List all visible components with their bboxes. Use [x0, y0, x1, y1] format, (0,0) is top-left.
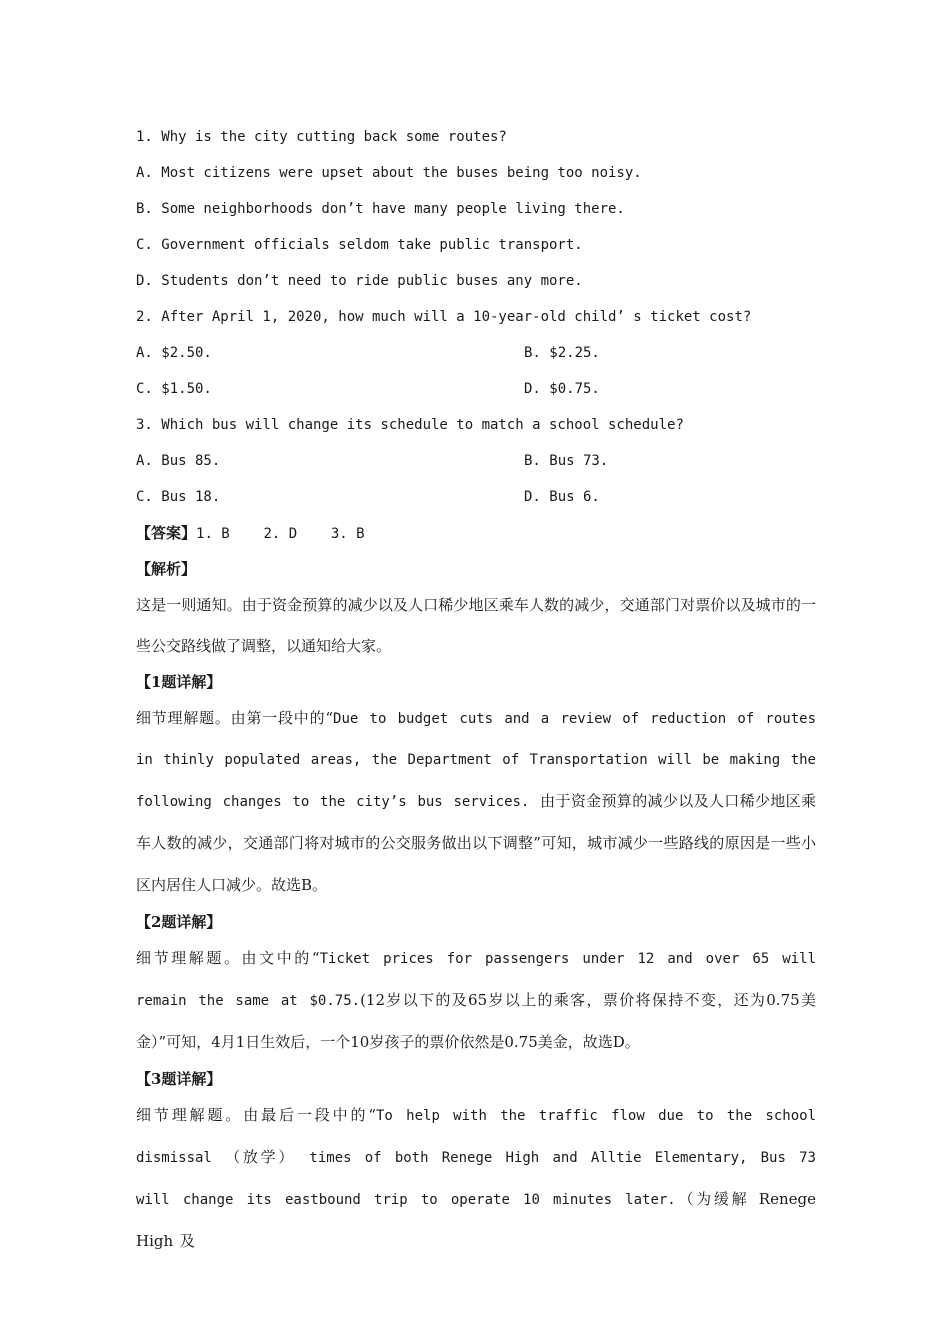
question-2-options-row-2 — [136, 378, 816, 414]
question-3-option-b: B. Bus 73. — [524, 453, 609, 469]
analysis-intro: 这是一则通知。由于资金预算的减少以及人口稀少地区乘车人数的减少，交通部门对票价以及城市的一些公交路线做了调整，以通知给大家。 — [136, 596, 816, 655]
answer-label: 【答案】 — [136, 524, 197, 542]
question-2-option-c: C. $1.50. — [136, 381, 212, 397]
question-3-option-c: C. Bus 18. — [136, 489, 221, 505]
question-2-option-d: D. $0.75. — [524, 381, 600, 397]
question-3-option-a: A. Bus 85. — [136, 453, 221, 469]
detail-2-explanation: (12岁以下的及65岁以上的乘客，票价将保持不变，还为0.75美金）”可知，4月1日生效后，一个10岁孩子的票价依然是0.75美金，故选D。 — [136, 991, 816, 1051]
detail-1-title: 【1题详解】 — [136, 673, 222, 691]
detail-2-prefix: 细节理解题。由文中的“ — [136, 949, 320, 967]
detail-1-prefix: 细节理解题。由第一段中的“ — [136, 709, 334, 727]
question-1-stem: 1. Why is the city cutting back some routes? — [136, 129, 507, 145]
detail-3-paragraph — [136, 1095, 816, 1263]
question-1-option-b: B. Some neighborhoods don’t have many people living there. — [136, 201, 625, 217]
document-page — [136, 126, 816, 1267]
detail-3-title: 【3题详解】 — [136, 1070, 222, 1088]
question-2-option-a: A. $2.50. — [136, 345, 212, 361]
detail-2-paragraph — [136, 938, 816, 1064]
detail-1-english-quote: Due to budget cuts and a review of reduction of routes in thinly populated areas, the Department of Transportation will be making the following changes to the city’s bus services. — [136, 711, 817, 810]
answer-line — [136, 522, 816, 558]
detail-1-paragraph — [136, 698, 816, 907]
question-3-options-row-2 — [136, 486, 816, 522]
detail-3-gloss: （放学） — [225, 1148, 297, 1166]
question-2-options-row-1 — [136, 342, 816, 378]
analysis-label: 【解析】 — [136, 560, 197, 578]
question-3-stem: 3. Which bus will change its schedule to match a school schedule? — [136, 417, 684, 433]
detail-3-english-quote-2: times of both Renege High and Alltie Elementary, Bus 73 will change its eastbound trip to operate 10 minutes later. — [136, 1150, 816, 1208]
answer-text: 1. B 2. D 3. B — [196, 526, 365, 542]
detail-2-english-quote: Ticket prices for passengers under 12 and over 65 will remain the same at $0.75. — [136, 951, 817, 1009]
question-1-option-d: D. Students don’t need to ride public buses any more. — [136, 273, 583, 289]
detail-3-prefix: 细节理解题。由最后一段中的“ — [136, 1106, 376, 1124]
detail-3-english-quote: To help with the traffic flow due to the school dismissal — [136, 1108, 816, 1166]
question-1-option-a: A. Most citizens were upset about the buses being too noisy. — [136, 165, 642, 181]
question-3-option-d: D. Bus 6. — [524, 489, 600, 505]
question-2-option-b: B. $2.25. — [524, 345, 600, 361]
detail-2-title: 【2题详解】 — [136, 913, 222, 931]
question-3-options-row-1 — [136, 450, 816, 486]
detail-3-explanation: （为缓解 Renege High 及 — [136, 1190, 816, 1250]
question-1-option-c: C. Government officials seldom take public transport. — [136, 237, 583, 253]
question-2-stem: 2. After April 1, 2020, how much will a 10-year-old child’ s ticket cost? — [136, 309, 752, 325]
detail-1-explanation: 由于资金预算的减少以及人口稀少地区乘车人数的减少，交通部门将对城市的公交服务做出以下调整”可知，城市减少一些路线的原因是一些小区内居住人口减少。故选B。 — [136, 792, 816, 894]
